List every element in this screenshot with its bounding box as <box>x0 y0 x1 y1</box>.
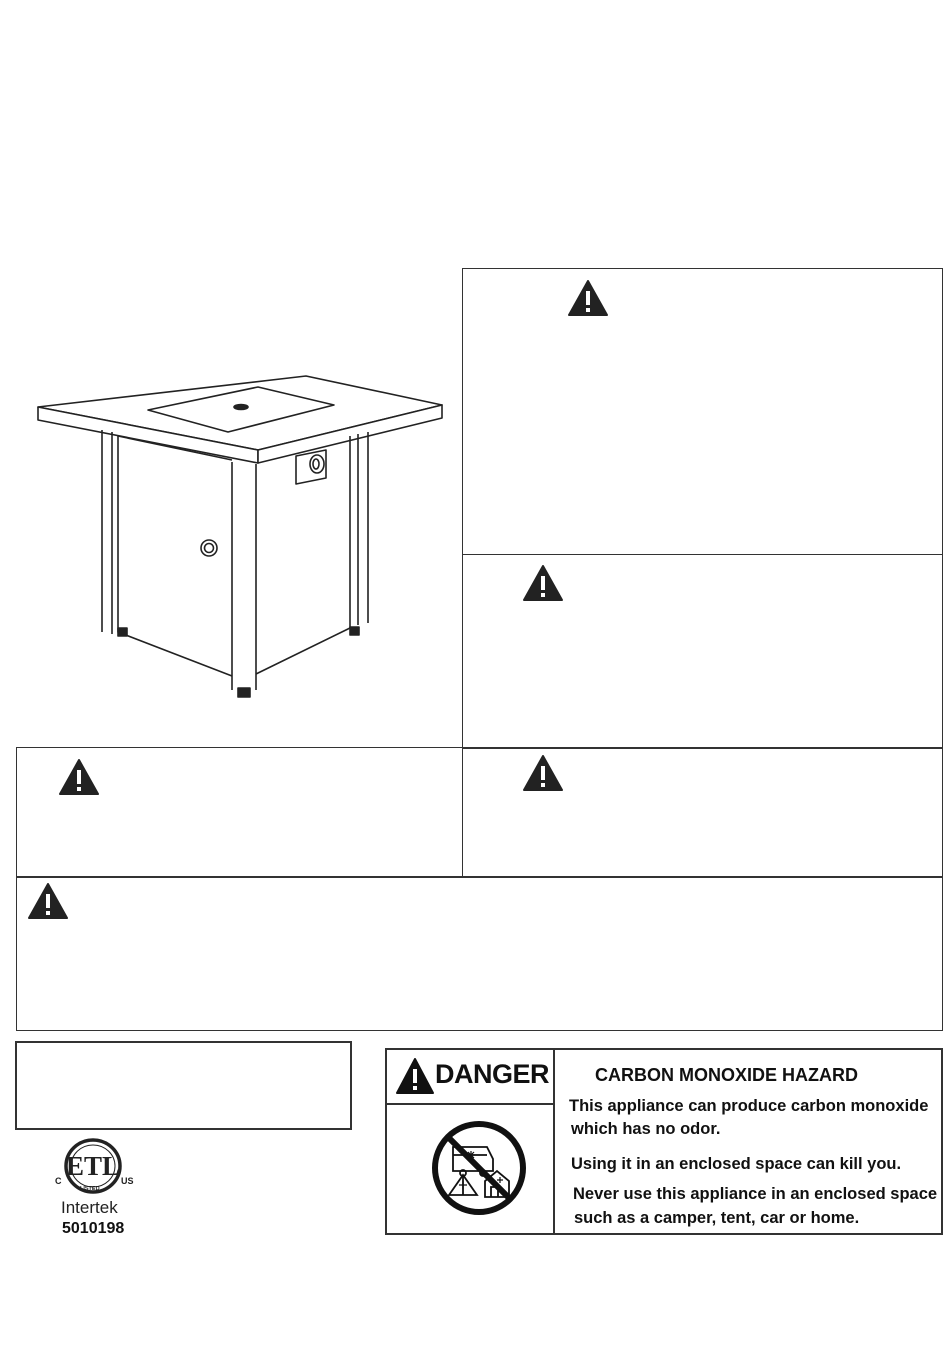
warning-triangle-icon <box>27 882 69 920</box>
danger-signal-word: DANGER <box>435 1059 550 1089</box>
etl-c-mark: C <box>55 1176 62 1186</box>
fire-table-illustration <box>30 370 450 705</box>
danger-label <box>385 1048 943 1235</box>
etl-mark-text: ETL <box>65 1151 121 1181</box>
certification-agency: Intertek <box>61 1198 118 1217</box>
notice-box <box>15 1041 352 1130</box>
etl-us-mark: US <box>121 1176 134 1186</box>
no-enclosed-space-icon <box>431 1117 527 1217</box>
etl-certification-mark <box>55 1138 135 1198</box>
danger-line-3: Using it in an enclosed space can kill you. <box>571 1155 902 1173</box>
danger-hazard-title: CARBON MONOXIDE HAZARD <box>595 1065 858 1085</box>
danger-header <box>387 1050 553 1105</box>
warning-box-2 <box>462 554 943 749</box>
danger-label-left-panel <box>387 1050 555 1233</box>
warning-triangle-icon <box>522 564 564 602</box>
warning-box-5 <box>16 876 943 1031</box>
warning-box-4 <box>462 747 943 878</box>
certification-number: 5010198 <box>62 1220 125 1237</box>
warning-box-1 <box>462 268 943 555</box>
danger-line-4: Never use this appliance in an enclosed space <box>573 1185 938 1203</box>
warning-box-3 <box>16 747 463 878</box>
etl-listed-mark: LISTED <box>80 1186 100 1192</box>
danger-line-1: This appliance can produce carbon monoxide <box>569 1097 929 1115</box>
danger-line-2: which has no odor. <box>571 1120 721 1138</box>
warning-triangle-icon <box>58 758 100 796</box>
danger-line-5: such as a camper, tent, car or home. <box>574 1209 860 1227</box>
warning-triangle-icon <box>567 279 609 317</box>
danger-exclamation-icon <box>395 1057 435 1095</box>
warning-triangle-icon <box>522 754 564 792</box>
